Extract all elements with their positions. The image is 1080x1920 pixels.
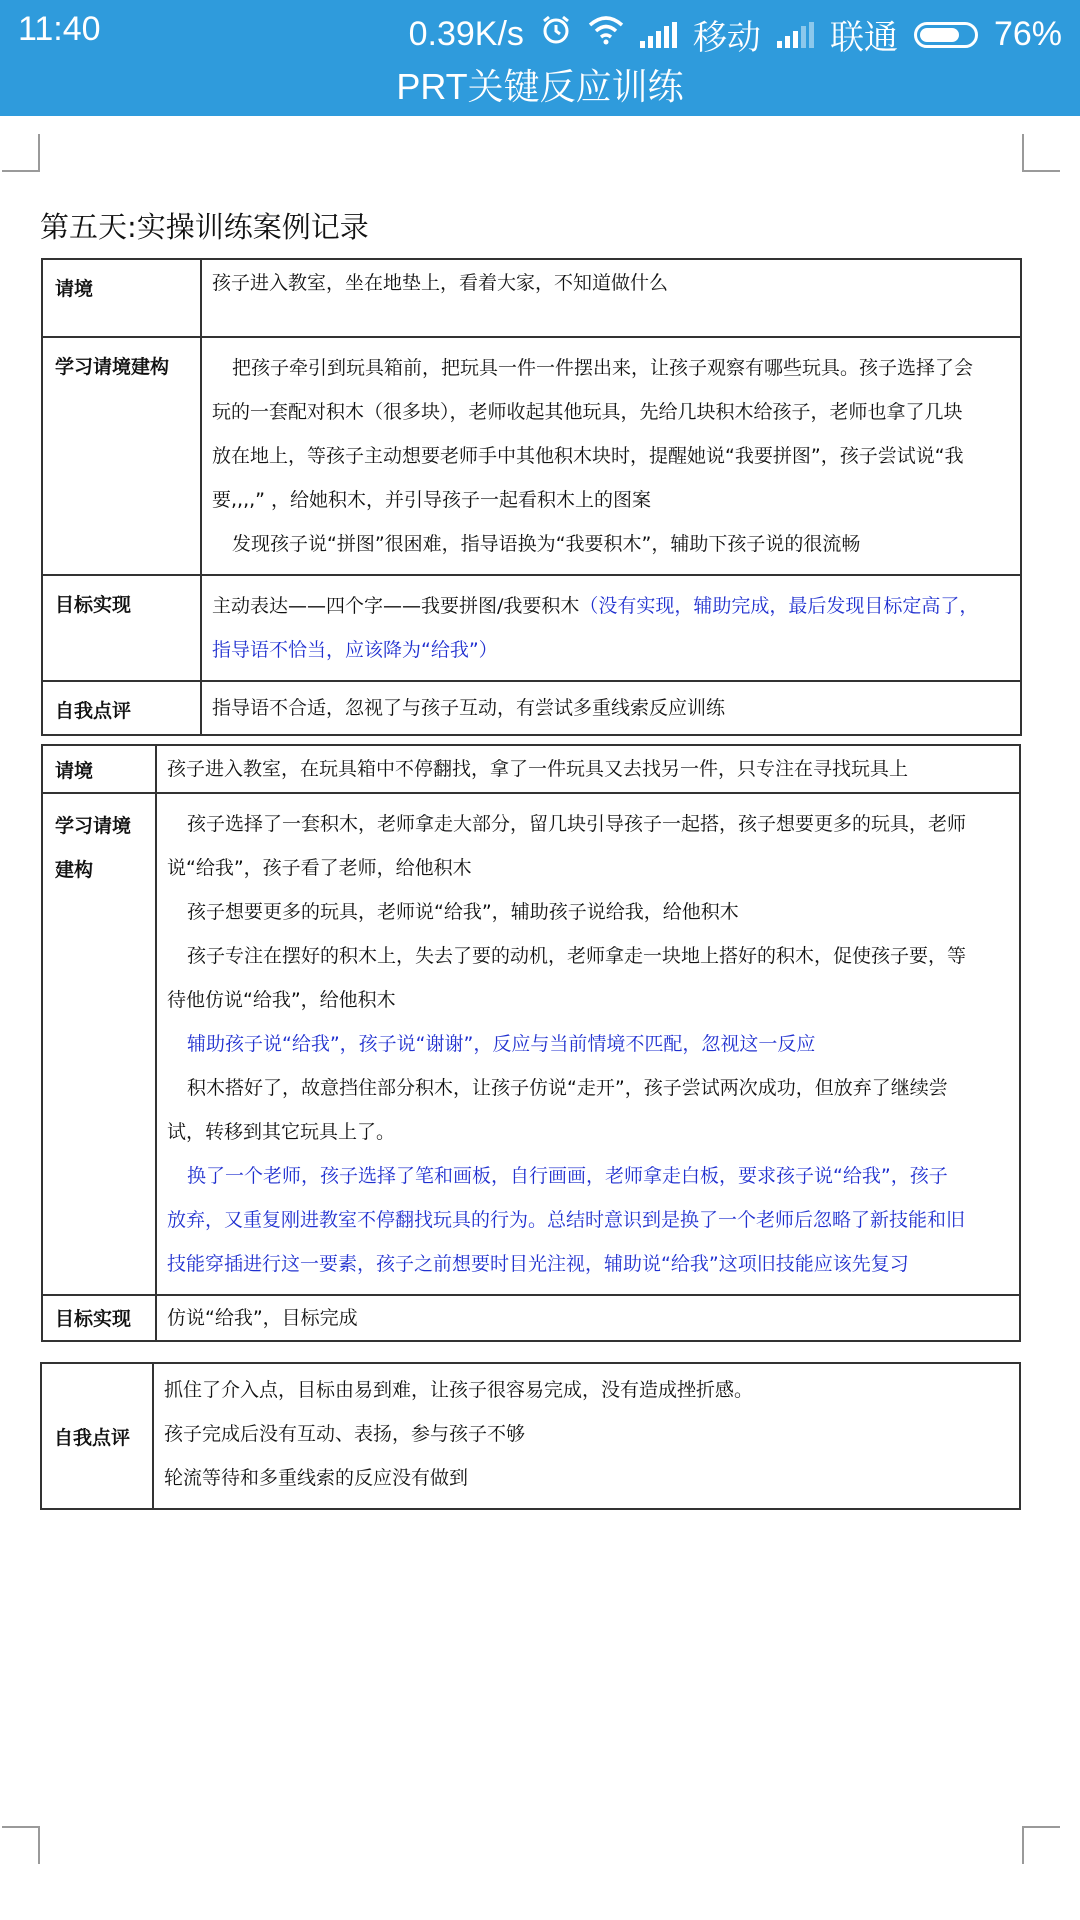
- row-content: [201, 259, 1021, 337]
- content-line: 要,,,,” ，给她积木，并引导孩子一起看积木上的图案: [212, 489, 652, 511]
- table-row: [42, 259, 1021, 337]
- content-line: 孩子进入教室，坐在地垫上，看着大家，不知道做什么: [212, 272, 669, 294]
- row-content: [153, 1363, 1020, 1509]
- row-content: [201, 681, 1021, 735]
- content-line: 孩子进入教室，在玩具箱中不停翻找，拿了一件玩具又去找另一件，只专注在寻找玩具上: [167, 758, 909, 780]
- document-heading: 第五天:实操训练案例记录: [40, 210, 369, 244]
- carrier-1: 移动: [692, 19, 761, 57]
- content-line: 积木搭好了，故意挡住部分积木，让孩子仿说“走开”，孩子尝试两次成功，但放弃了继续尝: [187, 1077, 948, 1099]
- goal-note: （没有实现，辅助完成，最后发现目标定高了，: [579, 595, 979, 617]
- row-label: [42, 793, 156, 1295]
- content-line: 换了一个老师，孩子选择了笔和画板，自行画画，老师拿走白板，要求孩子说“给我”，孩子: [187, 1165, 948, 1187]
- corner-mark: [1022, 134, 1060, 172]
- content-line: 把孩子牵引到玩具箱前，把玩具一件一件摆出来，让孩子观察有哪些玩具。孩子选择了会: [232, 357, 974, 379]
- row-label: 目标实现: [42, 575, 201, 681]
- content-line: 仿说“给我”，目标完成: [167, 1307, 358, 1329]
- row-label: 请境: [42, 745, 156, 793]
- table-row: [42, 681, 1021, 735]
- battery-fill: [920, 28, 960, 42]
- case-table-2: [41, 744, 1021, 1342]
- row-content: [156, 745, 1020, 793]
- row-content: [201, 575, 1021, 681]
- battery-percent: 76%: [993, 15, 1062, 53]
- table-row: [42, 337, 1021, 575]
- battery-icon: [914, 22, 978, 48]
- table-row: [42, 575, 1021, 681]
- corner-mark: [2, 1826, 40, 1864]
- content-line: 指导语不合适，忽视了与孩子互动，有尝试多重线索反应训练: [212, 697, 726, 719]
- corner-mark: [2, 134, 40, 172]
- content-line: 发现孩子说“拼图”很困难，指导语换为“我要积木”，辅助下孩子说的很流畅: [232, 533, 861, 555]
- row-label: 自我点评: [42, 681, 201, 735]
- table-row: [41, 1363, 1020, 1509]
- row-content: [156, 793, 1020, 1295]
- row-label: 目标实现: [42, 1295, 156, 1341]
- content-line: 孩子完成后没有互动、表扬，参与孩子不够: [164, 1423, 526, 1445]
- row-label: 请境: [42, 259, 201, 337]
- corner-mark: [1022, 1826, 1060, 1864]
- case-table-3: [40, 1362, 1021, 1510]
- content-line: 孩子专注在摆好的积木上，失去了要的动机，老师拿走一块地上搭好的积木，促使孩子要，等: [187, 945, 967, 967]
- page-title: PRT关键反应训练: [396, 66, 684, 107]
- carrier-2: 联通: [829, 19, 898, 57]
- status-bar: [0, 0, 1080, 62]
- content-line: 技能穿插进行这一要素，孩子之前想要时目光注视，辅助说“给我”这项旧技能应该先复习: [167, 1253, 909, 1275]
- content-line: 放在地上，等孩子主动想要老师手中其他积木块时，提醒她说“我要拼图”，孩子尝试说“我: [212, 445, 964, 467]
- row-label-line: 建构: [55, 859, 94, 881]
- content-line: 玩的一套配对积木（很多块），老师收起其他玩具，先给几块积木给孩子，老师也拿了几块: [212, 401, 963, 423]
- content-line: 放弃，又重复刚进教室不停翻找玩具的行为。总结时意识到是换了一个老师后忽略了新技能和旧: [167, 1209, 966, 1231]
- table-row: [42, 1295, 1020, 1341]
- content-line: 孩子选择了一套积木，老师拿走大部分，留几块引导孩子一起搭，孩子想要更多的玩具，老师: [187, 813, 967, 835]
- row-content: [156, 1295, 1020, 1341]
- goal-note: 指导语不恰当，应该降为“给我”）: [212, 639, 498, 661]
- alarm-icon: [540, 14, 572, 55]
- content-line: 待他仿说“给我”，给他积木: [167, 989, 396, 1011]
- content-line: 轮流等待和多重线索的反应没有做到: [164, 1467, 469, 1489]
- row-label-line: 学习请境: [55, 815, 132, 837]
- goal-text: 主动表达——四个字——我要拼图/我要积木: [212, 595, 580, 617]
- table-row: [42, 745, 1020, 793]
- signal-icon: [640, 22, 677, 48]
- row-content: [201, 337, 1021, 575]
- status-time: 11:40: [18, 10, 101, 48]
- table-row: [42, 793, 1020, 1295]
- content-line: 辅助孩子说“给我”，孩子说“谢谢”，反应与当前情境不匹配，忽视这一反应: [187, 1033, 816, 1055]
- row-label: 自我点评: [41, 1363, 153, 1509]
- app-title-bar: [0, 62, 1080, 116]
- network-speed: 0.39K/s: [408, 15, 524, 53]
- row-label: 学习请境建构: [42, 337, 201, 575]
- content-line: 试，转移到其它玩具上了。: [167, 1121, 396, 1143]
- wifi-icon: [588, 15, 624, 54]
- content-line: 孩子想要更多的玩具，老师说“给我”，辅助孩子说给我，给他积木: [187, 901, 739, 923]
- case-table-1: [41, 258, 1022, 736]
- signal-icon: [777, 22, 814, 48]
- content-line: 说“给我”，孩子看了老师，给他积木: [167, 857, 472, 879]
- content-line: 抓住了介入点，目标由易到难，让孩子很容易完成，没有造成挫折感。: [164, 1379, 754, 1401]
